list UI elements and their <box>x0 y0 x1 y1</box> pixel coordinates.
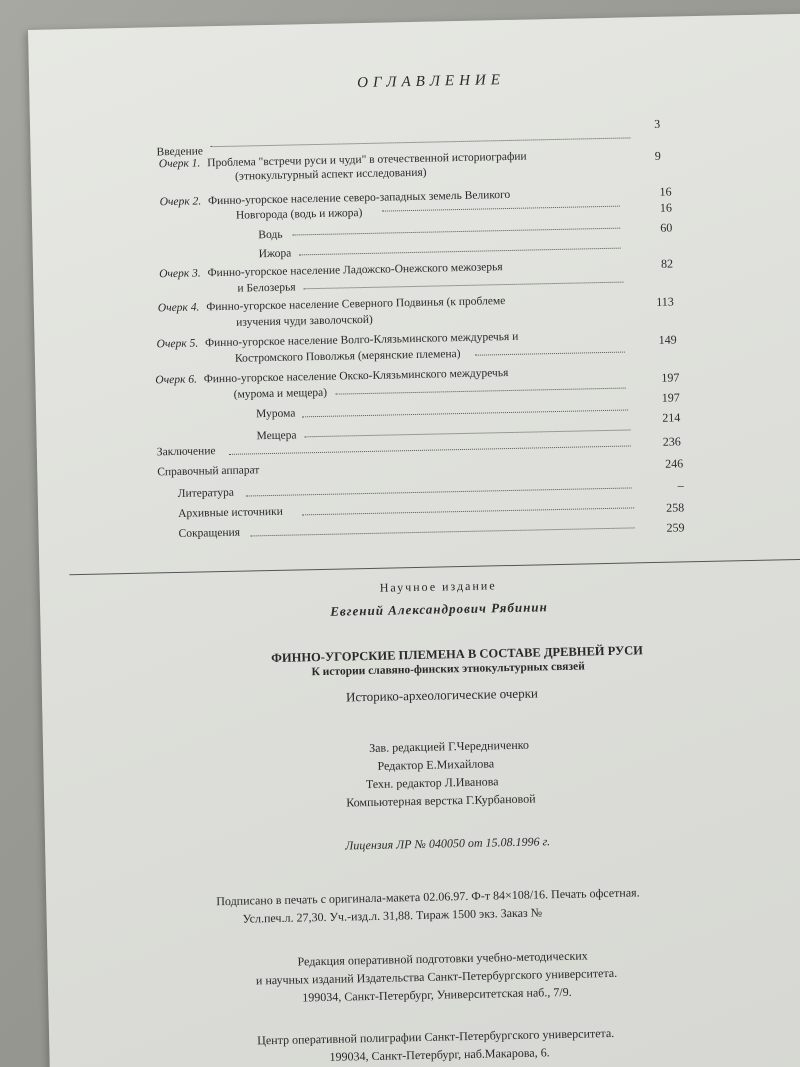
publisher-line3: 199034, Санкт-Петербург, Университетская наб., 7/9. <box>302 984 572 1005</box>
toc-leader-dots <box>336 388 626 395</box>
chief-editor: Зав. редакцией Г.Чередниченко <box>368 737 530 756</box>
toc-leader-dots <box>382 206 620 212</box>
toc-page-number: 60 <box>660 220 673 235</box>
toc-leader-dots <box>251 527 635 536</box>
toc-page-number: 149 <box>658 332 677 347</box>
toc-leader-dots <box>303 282 623 290</box>
chapter-title-line1: Проблема "встречи руси и чуди" в отечественной историографии <box>207 150 527 170</box>
chapter-label: Очерк 2. <box>159 195 202 209</box>
toc-leader-dots <box>299 248 621 256</box>
toc-page-number: 113 <box>656 294 674 309</box>
toc-leader-dots <box>302 410 628 418</box>
toc-page-number: 236 <box>662 434 681 449</box>
toc-page-number: 259 <box>666 520 685 535</box>
toc-entry-vod: Водь <box>258 228 283 242</box>
chapter-label: Очерк 4. <box>157 301 200 315</box>
toc-page-number: 3 <box>653 116 661 131</box>
toc-entry-literature: Литература <box>177 486 234 500</box>
toc-entry-ch4 <box>158 294 506 315</box>
toc-page-number: 197 <box>661 370 680 385</box>
toc-page-number: 258 <box>665 500 685 515</box>
toc-entry-ch3 <box>159 260 503 281</box>
chapter-title-line1: Финно-угорское население Северного Подвинья (к проблеме <box>206 295 506 314</box>
chapter-title-line1: Финно-угорское население Окско-Клязьминского междуречья <box>203 367 509 386</box>
toc-page-number: 9 <box>654 148 661 163</box>
toc-entry-abbrev: Сокращения <box>178 526 241 540</box>
printer-line1: Центр оперативной полиграфии Санкт-Петербургского университета. <box>257 1025 615 1048</box>
chapter-title-line2: Костромского Поволжья (мерянские племена) <box>234 348 461 365</box>
chapter-title-line2: изучения чуди заволочской) <box>236 313 373 329</box>
toc-leader-dots <box>302 507 634 515</box>
chapter-title-line1: Финно-угорское население северо-западных земель Великого <box>207 188 511 208</box>
publisher-line2: и научных изданий Издательства Санкт-Петербургского университета. <box>255 965 618 988</box>
toc-entry-muroma: Мурома <box>255 407 296 421</box>
print-details-line2: Усл.печ.л. 27,30. Уч.-изд.л. 31,88. Тираж 1500 экз. Заказ № <box>242 905 543 926</box>
toc-leader-dots <box>246 487 632 496</box>
layout-credit: Компьютерная верстка Г.Курбановой <box>346 791 536 810</box>
edition-type: Научное издание <box>379 578 497 595</box>
license: Лицензия ЛР № 040050 от 15.08.1996 г. <box>345 834 551 853</box>
chapter-title-line1: Финно-угорское население Ладожско-Онежского межозерья <box>207 261 503 280</box>
toc-leader-dots <box>292 228 620 236</box>
toc-entry-intro: Введение <box>156 145 204 159</box>
toc-page-number: 82 <box>660 256 674 271</box>
book-subtitle: К истории славяно-финских этнокультурных связей <box>311 660 585 679</box>
toc-entry-meshchera: Мещера <box>256 429 297 443</box>
chapter-title-line2: Новгорода (водь и ижора) <box>235 207 363 222</box>
chapter-title-line2: (этнокультурный аспект исследования) <box>234 166 427 183</box>
toc-page-number: 16 <box>659 184 672 199</box>
toc-leader-dots <box>210 137 630 147</box>
chapter-title-line1: Финно-угорское население Волго-Клязьминского междуречья и <box>204 330 519 350</box>
toc-page-number: 197 <box>661 390 680 405</box>
toc-page-number: 16 <box>659 200 673 215</box>
toc-leader-dots <box>229 445 631 454</box>
chapter-label: Очерк 3. <box>159 267 201 281</box>
toc-entry-izhora: Ижора <box>258 247 292 261</box>
toc-page-number: 246 <box>665 456 684 471</box>
toc-entry-conclusion: Заключение <box>156 445 216 459</box>
editor: Редактор Е.Михайлова <box>377 756 495 773</box>
printer-line2: 199034, Санкт-Петербург, наб.Макарова, 6. <box>329 1045 550 1064</box>
chapter-label: Очерк 6. <box>155 373 198 387</box>
tech-editor: Техн. редактор Л.Иванова <box>365 774 499 792</box>
toc-entry-archives: Архивные источники <box>178 505 283 520</box>
toc-page-number: – <box>677 478 684 493</box>
book-author: Евгений Александрович Рябинин <box>330 599 548 619</box>
toc-leader-dots <box>475 352 625 356</box>
toc-entry-reference: Справочный аппарат <box>157 464 260 479</box>
book-genre: Историко-археологические очерки <box>345 685 539 705</box>
chapter-title-line2: и Белозерья <box>237 281 296 295</box>
toc-title: ОГЛАВЛЕНИЕ <box>357 72 506 92</box>
book-title: ФИННО-УГОРСКИЕ ПЛЕМЕНА В СОСТАВЕ ДРЕВНЕЙ РУСИ <box>271 643 644 666</box>
chapter-label: Очерк 1. <box>158 157 201 171</box>
toc-leader-dots <box>305 429 631 437</box>
chapter-title-line2: (мурома и мещера) <box>233 386 328 401</box>
publisher-line1: Редакция оперативной подготовки учебно-методических <box>297 948 588 969</box>
toc-entry-ch6 <box>155 366 508 387</box>
toc-entry-ch5 <box>156 330 518 352</box>
book-page <box>28 13 800 1067</box>
toc-page-number: 214 <box>662 410 681 425</box>
print-details-line1: Подписано в печать с оригинала-макета 02.06.97. Ф-т 84×108/16. Печать офсетная. <box>216 885 640 909</box>
chapter-label: Очерк 5. <box>156 337 199 351</box>
divider-line <box>69 558 800 575</box>
